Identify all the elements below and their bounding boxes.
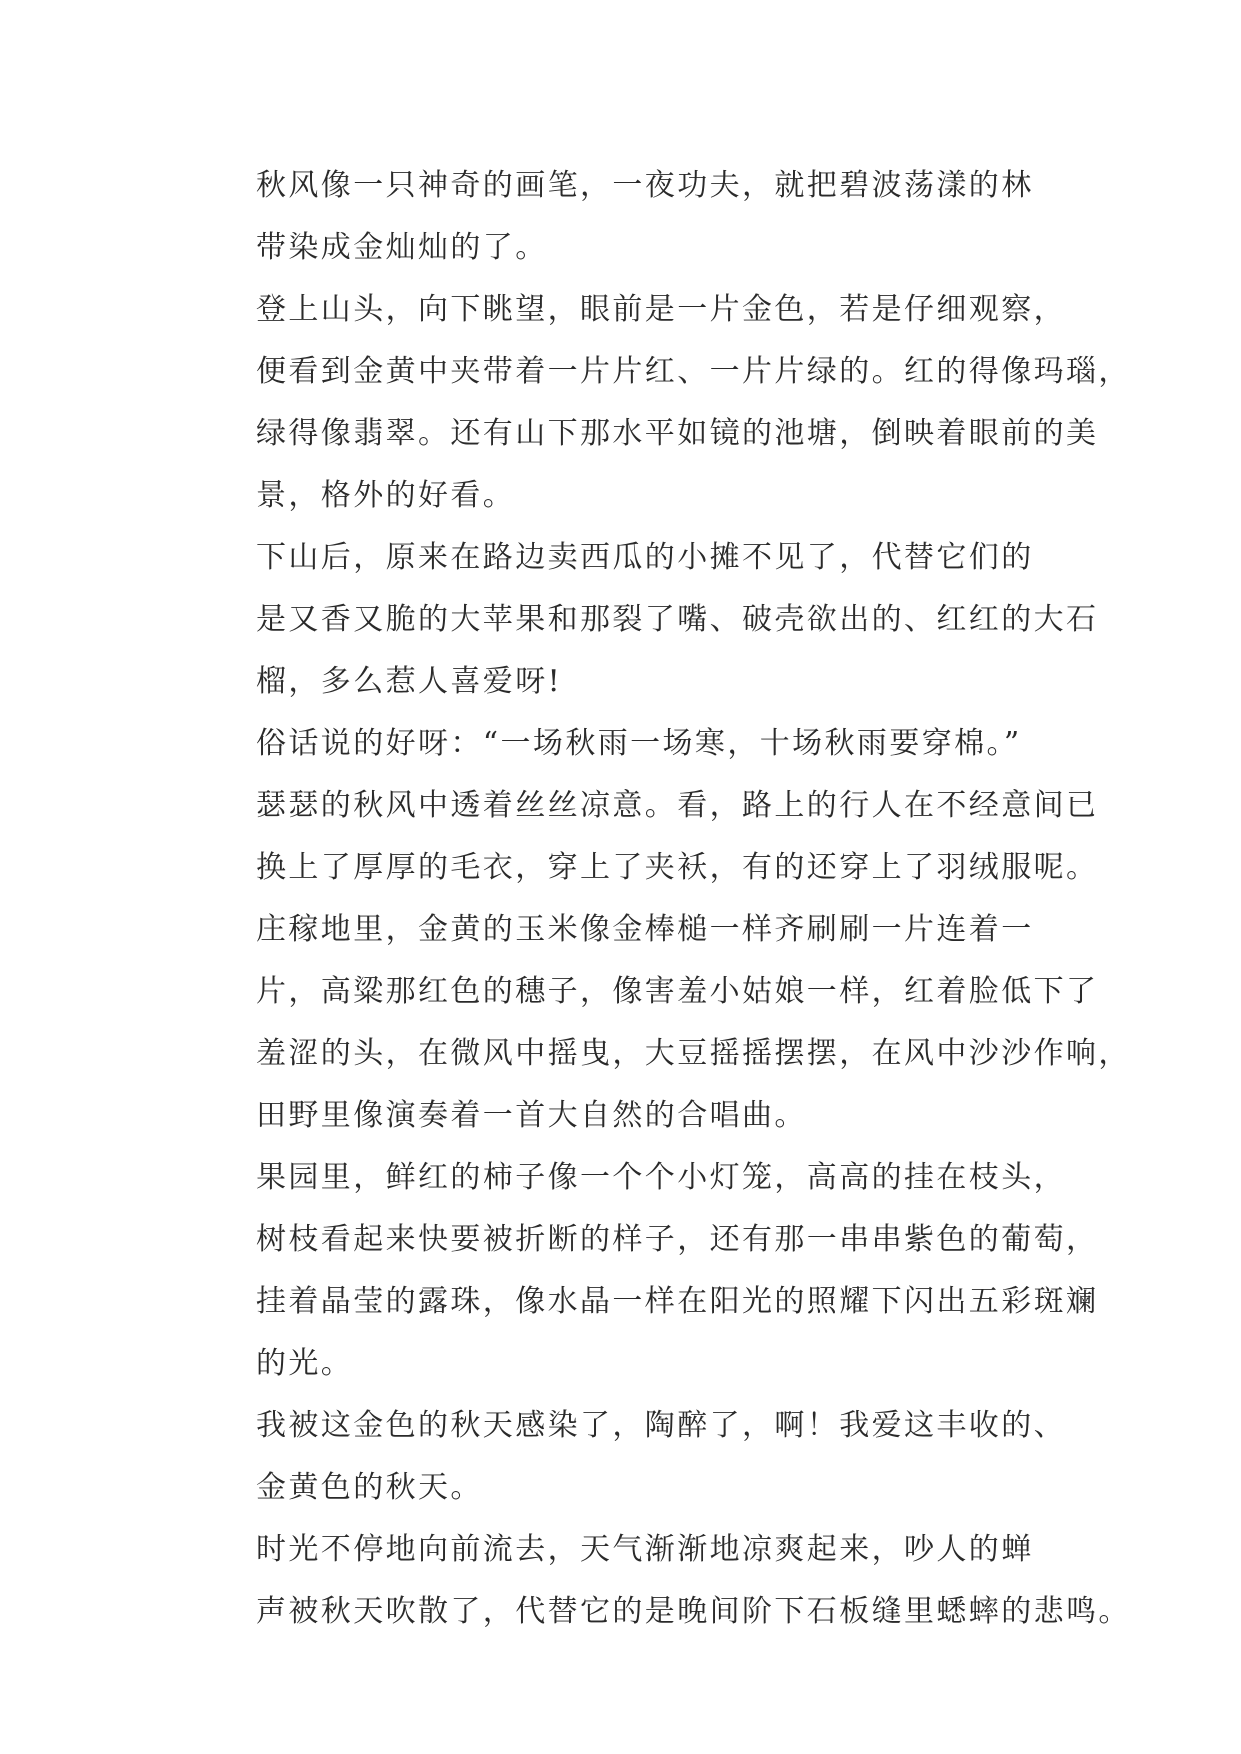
text-line: 片，高粱那红色的穗子，像害羞小姑娘一样，红着脸低下了 (256, 974, 1099, 1009)
text-line: 秋风像一只神奇的画笔，一夜功夫，就把碧波荡漾的林 (256, 168, 1034, 203)
paragraph-6 (190, 1147, 1099, 1395)
text-line: 挂着晶莹的露珠，像水晶一样在阳光的照耀下闪出五彩斑斓 (256, 1284, 1099, 1319)
text-line: 的光。 (256, 1346, 354, 1381)
text-line: 登上山头，向下眺望，眼前是一片金色，若是仔细观察， (256, 292, 1066, 327)
paragraph-1 (190, 155, 1050, 279)
text-line: 果园里，鲜红的柿子像一个个小灯笼，高高的挂在枝头， (256, 1160, 1066, 1195)
paragraph-3 (190, 527, 1099, 713)
paragraph-2 (190, 279, 1131, 527)
paragraph-5 (190, 899, 1131, 1147)
text-line: 田野里像演奏着一首大自然的合唱曲。 (256, 1098, 807, 1133)
text-line: 树枝看起来快要被折断的样子，还有那一串串紫色的葡萄， (256, 1222, 1099, 1257)
document-body (190, 155, 1131, 1643)
text-line: 金黄色的秋天。 (256, 1470, 483, 1505)
text-line: 声被秋天吹散了，代替它的是晚间阶下石板缝里蟋蟀的悲鸣。 (256, 1594, 1131, 1629)
text-line: 榴，多么惹人喜爱呀! (256, 664, 563, 699)
text-line: 庄稼地里，金黄的玉米像金棒槌一样齐刷刷一片连着一 (256, 912, 1034, 947)
text-line: 景，格外的好看。 (256, 478, 516, 513)
paragraph-8 (190, 1519, 1131, 1643)
text-line: 带染成金灿灿的了。 (256, 230, 548, 265)
paragraph-4 (190, 713, 1099, 899)
text-line: 换上了厚厚的毛衣，穿上了夹袄，有的还穿上了羽绒服呢。 (256, 850, 1099, 885)
text-line: 羞涩的头，在微风中摇曳，大豆摇摇摆摆，在风中沙沙作响， (256, 1036, 1131, 1071)
text-line: 我被这金色的秋天感染了，陶醉了，啊！我爱这丰收的、 (256, 1408, 1066, 1443)
text-line: 俗话说的好呀：“一场秋雨一场寒，十场秋雨要穿棉。” (256, 726, 1022, 761)
text-line: 便看到金黄中夹带着一片片红、一片片绿的。红的得像玛瑙， (256, 354, 1131, 389)
text-line: 绿得像翡翠。还有山下那水平如镜的池塘，倒映着眼前的美 (256, 416, 1099, 451)
text-line: 是又香又脆的大苹果和那裂了嘴、破壳欲出的、红红的大石 (256, 602, 1099, 637)
paragraph-7 (190, 1395, 1066, 1519)
text-line: 瑟瑟的秋风中透着丝丝凉意。看，路上的行人在不经意间已 (256, 788, 1099, 823)
text-line: 下山后，原来在路边卖西瓜的小摊不见了，代替它们的 (256, 540, 1034, 575)
text-line: 时光不停地向前流去，天气渐渐地凉爽起来，吵人的蝉 (256, 1532, 1034, 1567)
